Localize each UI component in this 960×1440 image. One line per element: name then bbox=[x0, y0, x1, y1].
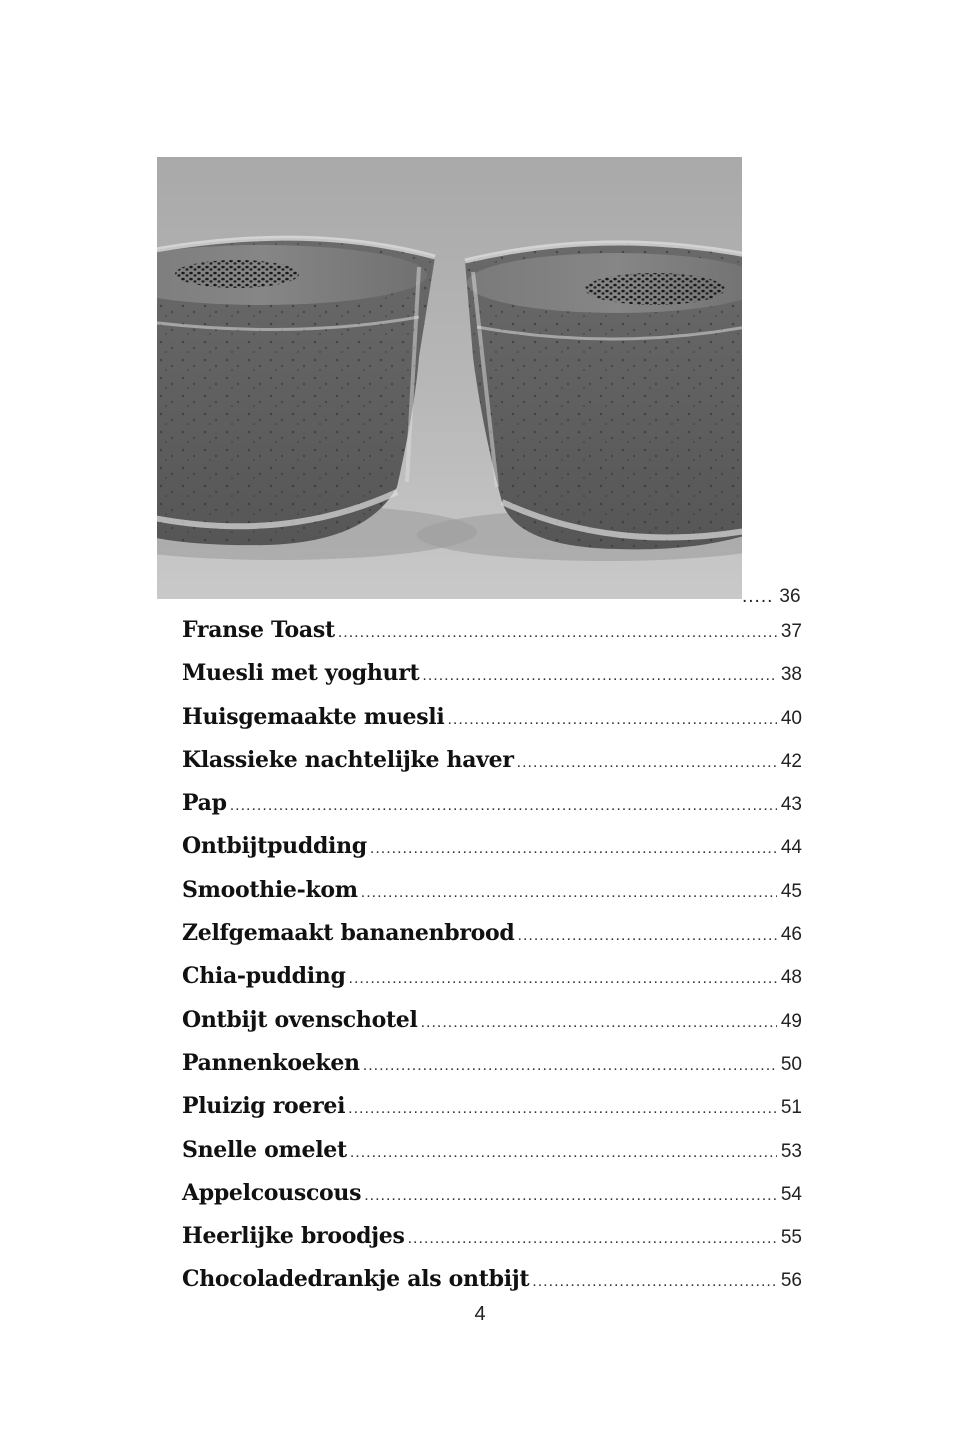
toc-leader bbox=[349, 970, 777, 988]
toc-leader bbox=[408, 1230, 777, 1248]
toc-leader bbox=[518, 927, 777, 945]
toc-page: 43 bbox=[780, 794, 802, 816]
toc-entry[interactable] bbox=[182, 877, 802, 920]
toc-entry[interactable] bbox=[182, 660, 802, 703]
toc-leader bbox=[447, 711, 776, 729]
toc-entry[interactable] bbox=[182, 963, 802, 1006]
toc-page: 56 bbox=[780, 1270, 802, 1292]
toc-page: 55 bbox=[780, 1227, 802, 1249]
toc-entry[interactable] bbox=[182, 920, 802, 963]
toc-leader: ..... bbox=[742, 586, 774, 607]
toc-page: 36 bbox=[779, 586, 801, 607]
toc-title: Franse Toast bbox=[182, 617, 335, 643]
toc-lead-in bbox=[742, 576, 802, 608]
toc-title: Chocoladedrankje als ontbijt bbox=[182, 1266, 530, 1293]
toc-title: Huisgemaakte muesli bbox=[182, 703, 445, 730]
toc-entry[interactable] bbox=[182, 1137, 802, 1180]
toc-page: 53 bbox=[780, 1140, 802, 1162]
toc-title: Snelle omelet bbox=[182, 1136, 347, 1163]
toc-title: Ontbijtpudding bbox=[182, 833, 367, 860]
toc-entry[interactable] bbox=[182, 790, 802, 833]
toc-page: 50 bbox=[780, 1053, 802, 1075]
toc-leader bbox=[230, 797, 777, 815]
toc-leader bbox=[421, 1014, 777, 1032]
toc-title: Klassieke nachtelijke haver bbox=[182, 746, 514, 773]
toc-title: Pap bbox=[182, 790, 227, 817]
toc-title: Zelfgemaakt bananenbrood bbox=[182, 920, 515, 947]
toc-leader bbox=[370, 840, 777, 858]
toc-leader bbox=[350, 1144, 777, 1162]
toc-title: Pannenkoeken bbox=[182, 1049, 360, 1076]
toc-entry[interactable] bbox=[182, 1223, 802, 1266]
toc-leader bbox=[422, 667, 776, 685]
toc-leader bbox=[348, 1100, 777, 1118]
toc-page: 45 bbox=[780, 880, 802, 902]
toc-entry[interactable] bbox=[182, 1180, 802, 1223]
toc-page: 44 bbox=[780, 837, 802, 859]
page-number: 4 bbox=[474, 1303, 486, 1325]
toc-leader bbox=[532, 1273, 777, 1291]
toc-page: 42 bbox=[780, 750, 802, 772]
toc-page: 49 bbox=[780, 1010, 802, 1032]
toc-page: 48 bbox=[780, 967, 802, 989]
toc-page: 38 bbox=[780, 664, 802, 686]
toc-page: 46 bbox=[780, 924, 802, 946]
toc-leader bbox=[517, 754, 777, 772]
toc-leader bbox=[361, 884, 777, 902]
toc-leader bbox=[363, 1057, 777, 1075]
toc-entry[interactable] bbox=[182, 1050, 802, 1093]
toc-page: 54 bbox=[780, 1183, 802, 1205]
table-of-contents bbox=[182, 617, 802, 1310]
toc-entry[interactable] bbox=[182, 704, 802, 747]
toc-entry[interactable] bbox=[182, 1007, 802, 1050]
toc-entry[interactable] bbox=[182, 747, 802, 790]
toc-title: Ontbijt ovenschotel bbox=[182, 1006, 418, 1033]
toc-entry[interactable] bbox=[182, 617, 802, 660]
toc-page: 37 bbox=[780, 621, 802, 642]
toc-title: Chia-pudding bbox=[182, 963, 346, 990]
toc-page: 40 bbox=[780, 707, 802, 729]
toc-title: Pluizig roerei bbox=[182, 1093, 346, 1120]
toc-title: Heerlijke broodjes bbox=[182, 1223, 405, 1250]
toc-leader bbox=[364, 1187, 777, 1205]
toc-title: Smoothie-kom bbox=[182, 876, 358, 903]
toc-title: Appelcouscous bbox=[182, 1179, 362, 1206]
toc-title: Muesli met yoghurt bbox=[182, 660, 420, 687]
chia-pudding-photo bbox=[157, 157, 742, 599]
toc-entry[interactable] bbox=[182, 1093, 802, 1136]
toc-page: 51 bbox=[780, 1097, 802, 1119]
toc-leader bbox=[338, 624, 777, 642]
toc-entry[interactable] bbox=[182, 833, 802, 876]
